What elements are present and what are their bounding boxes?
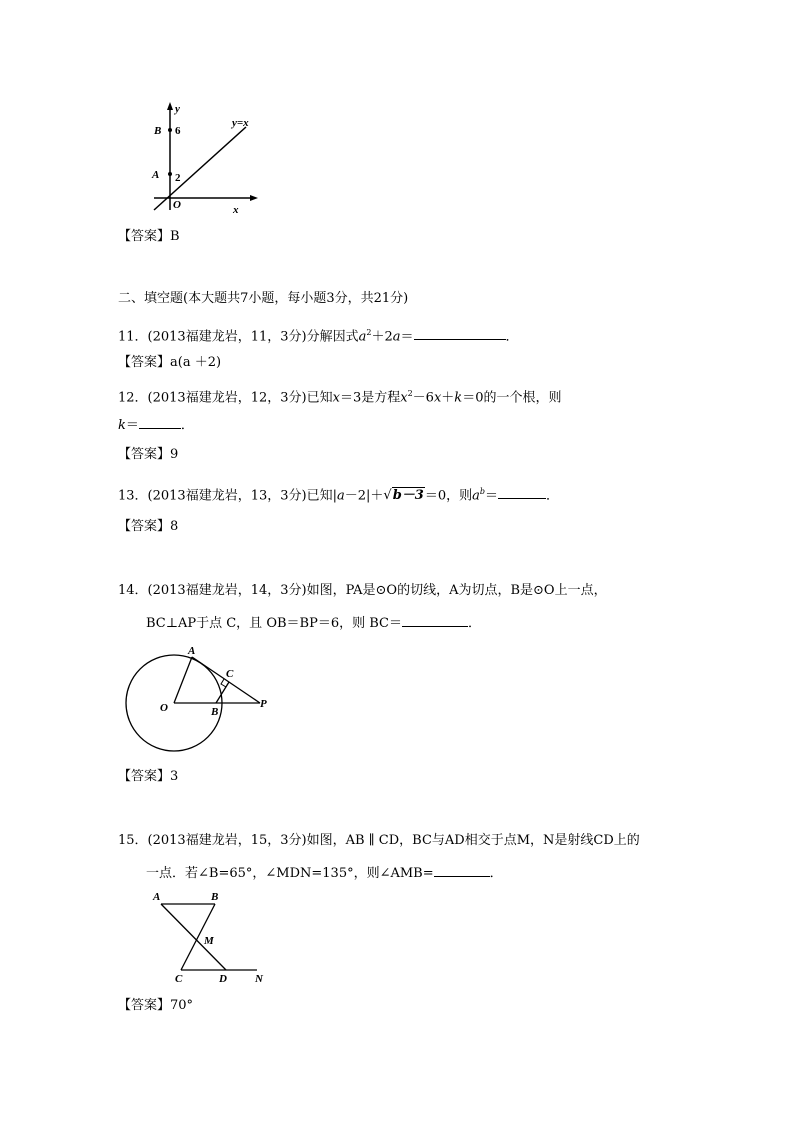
q12-eq-k: k [454, 390, 463, 406]
q12-eq-x2: x [433, 390, 442, 406]
label-y: y [175, 103, 180, 115]
q12-prefix: 12．(2013福建龙岩，12，3分)已知 [118, 390, 333, 406]
label-o: O [160, 702, 168, 714]
q12-sup: 2 [407, 389, 413, 398]
y-axis-arrow [167, 102, 173, 110]
label-b: B [211, 706, 219, 718]
label-b: B [211, 891, 219, 903]
q12-line2-end: ． [180, 418, 194, 433]
q13-var-a: a [336, 488, 345, 504]
q14-text-line1: 14．(2013福建龙岩，14，3分)如图，PA是⊙O的切线，A为切点，B是⊙O上一点， [118, 583, 607, 598]
circle-tangent-figure [120, 644, 280, 752]
q15-text-line2 [146, 864, 503, 882]
q13-text [118, 484, 559, 504]
q13-abs-rest: －2|＋ [344, 488, 384, 504]
q15-text-line1: 15．(2013福建龙岩，15，3分)如图，AB ∥ CD，BC与AD相交于点M，N是射线CD上的 [118, 833, 640, 848]
label-m: M [204, 935, 214, 947]
q12-eq-mid: －6 [412, 390, 434, 406]
q12-cond-x: x [332, 390, 340, 406]
q13-sup-b: b [479, 487, 485, 496]
q11-end: ． [505, 329, 519, 345]
q12-text-line2 [118, 416, 194, 434]
q11-var-a2: a [392, 329, 401, 345]
q13-eq: ＝ [485, 488, 499, 504]
label-a: A [188, 645, 196, 657]
q14-text-line2 [146, 614, 481, 632]
segment-ap [192, 657, 260, 703]
q11-eq: ＝ [400, 329, 414, 345]
q14-line2-end: ． [467, 616, 481, 631]
q11-prefix: 11．(2013福建龙岩，11，3分)分解因式 [118, 329, 359, 345]
q11-answer: 【答案】a(a ＋2) [118, 355, 222, 370]
q12-eq-tail: ＝0的一个根，则 [462, 390, 562, 406]
q11-var-a: a [358, 329, 367, 345]
label-o: O [173, 199, 181, 211]
q15-answer: 【答案】70° [118, 998, 194, 1013]
q12-line2-k: k [118, 418, 126, 433]
label-n: N [255, 973, 263, 985]
q12-line2-eq: ＝ [125, 418, 139, 433]
q11-text [118, 325, 519, 345]
q12-eq-x: x [400, 390, 408, 406]
q15-line2-text: 一点．若∠B=65°，∠MDN=135°，则∠AMB= [146, 866, 434, 881]
q12-cond-eq: ＝3是方程 [339, 390, 401, 406]
tick-6: 6 [175, 125, 181, 137]
section-title: 二、填空题(本大题共7小题，每小题3分，共21分) [118, 291, 409, 306]
q11-sup: 2 [366, 328, 372, 337]
q13-prefix: 13．(2013福建龙岩，13，3分)已知| [118, 488, 337, 504]
line-label: y=x [232, 117, 249, 129]
tick-2: 2 [175, 172, 181, 184]
q11-plus: ＋2 [371, 329, 393, 345]
point-b [168, 128, 172, 132]
q13-answer: 【答案】8 [118, 519, 179, 534]
label-x: x [233, 204, 239, 216]
label-a: A [152, 169, 160, 181]
q10-answer: 【答案】B [118, 229, 180, 244]
q15-blank [434, 864, 490, 877]
q13-var-a2: a [472, 488, 480, 504]
q12-eq-plus: ＋ [441, 390, 455, 406]
q13-blank [498, 486, 546, 499]
segment-ad [161, 904, 226, 970]
label-a: A [153, 891, 161, 903]
coordinate-figure [140, 100, 270, 218]
label-c: C [175, 973, 183, 985]
q11-blank [414, 327, 506, 340]
segment-oa [174, 657, 192, 703]
q13-sqrt-content: b－3 [392, 488, 424, 504]
parallel-lines-figure [145, 886, 275, 986]
label-d: D [219, 973, 227, 985]
q12-answer: 【答案】9 [118, 447, 179, 462]
q15-line2-end: ． [489, 866, 503, 881]
q12-blank [139, 416, 181, 429]
q13-tail: ＝0，则 [424, 488, 473, 504]
q13-sqrt: √b－3 [383, 488, 424, 504]
q14-line2-text: BC⊥AP于点 C，且 OB＝BP＝6，则 BC＝ [146, 616, 402, 631]
label-b: B [154, 125, 162, 137]
label-p: P [260, 698, 267, 710]
label-c: C [226, 668, 234, 680]
q14-blank [402, 614, 468, 627]
q13-end: ． [546, 488, 560, 504]
point-a [168, 172, 172, 176]
x-axis-arrow [250, 195, 258, 201]
q12-text-line1 [118, 386, 561, 406]
q14-answer: 【答案】3 [118, 769, 179, 784]
